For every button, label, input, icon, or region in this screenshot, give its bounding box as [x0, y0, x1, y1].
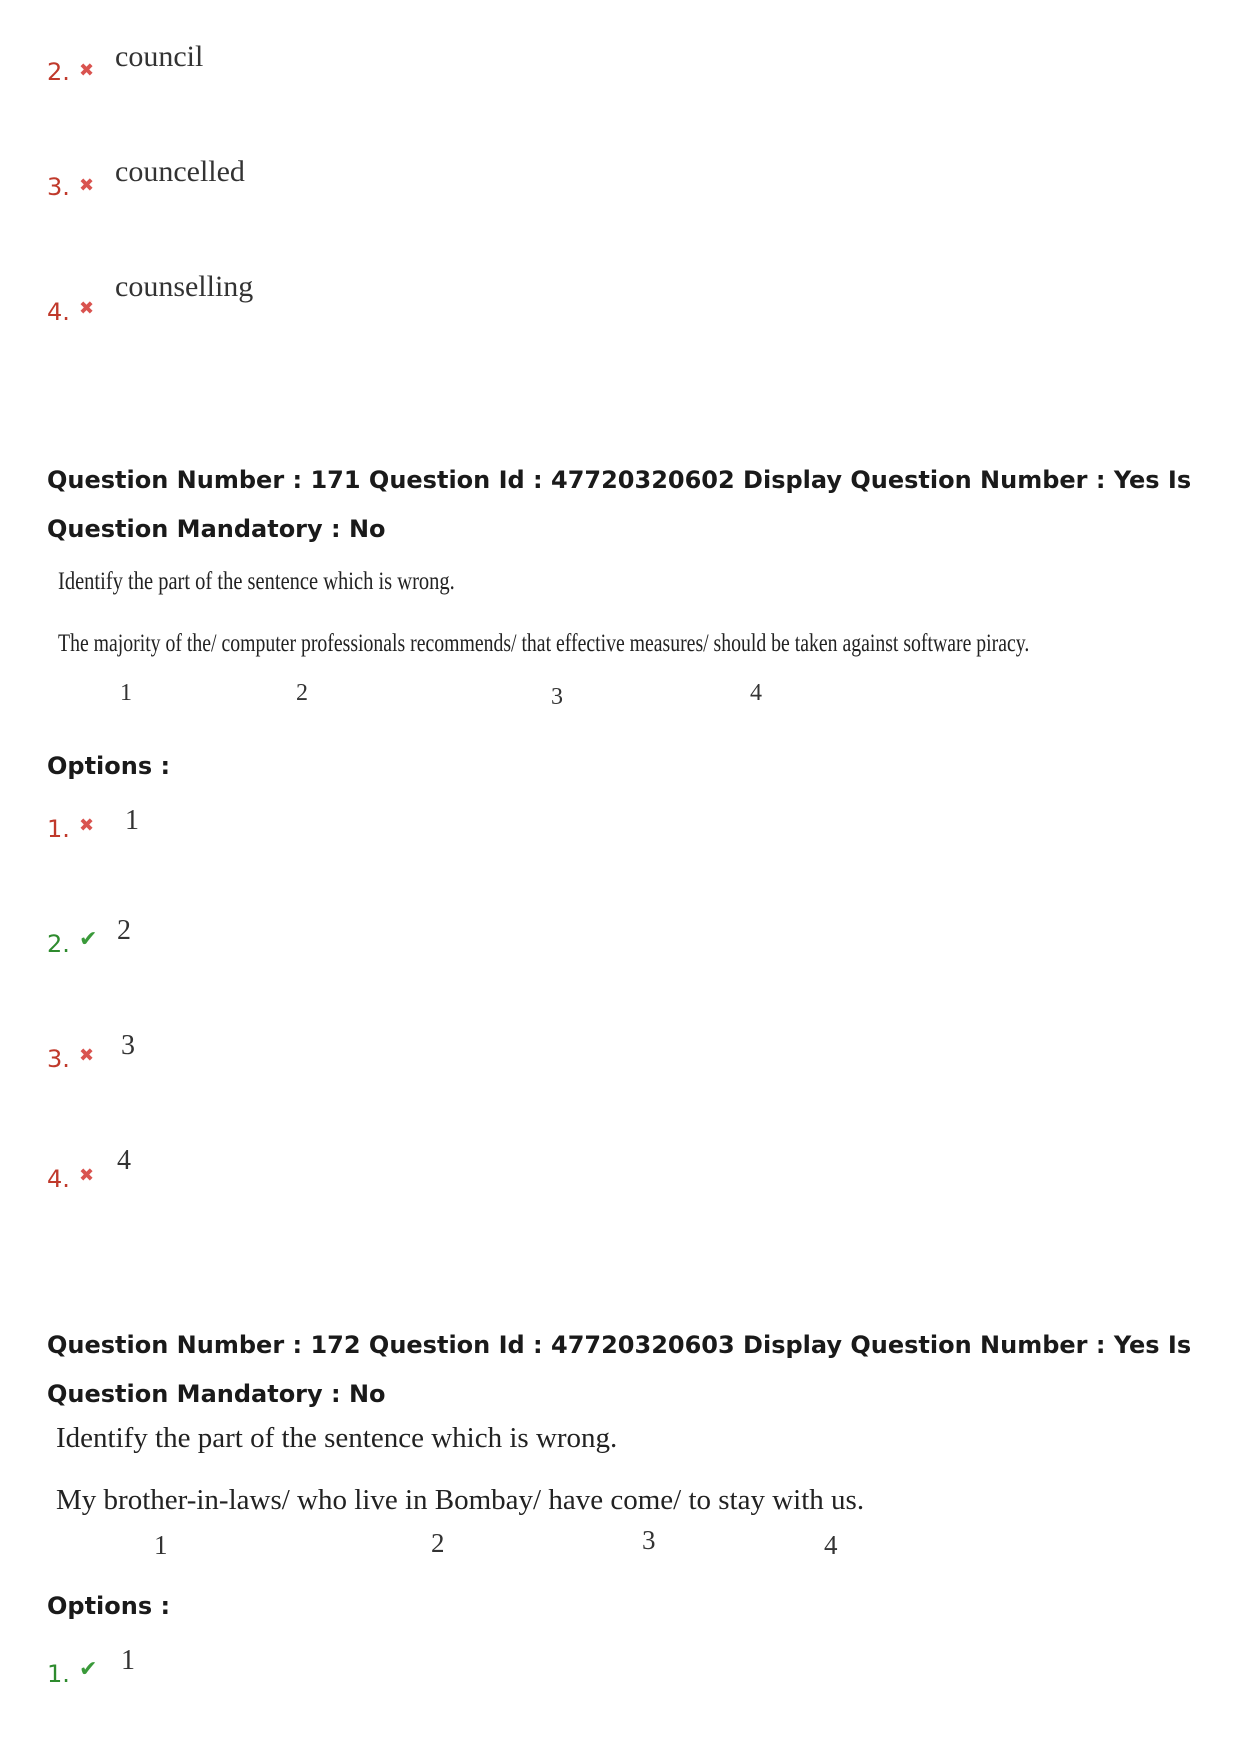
option-number: 3.: [47, 173, 70, 201]
part-number: 3: [642, 1525, 656, 1555]
prev-option-4: [47, 270, 747, 330]
option-number: 4.: [47, 298, 70, 326]
wrong-icon: ✖: [79, 60, 95, 81]
options-label: Options :: [47, 752, 171, 780]
wrong-icon: ✖: [79, 1045, 95, 1066]
option-text: councelled: [115, 155, 245, 188]
option-1: [47, 805, 747, 865]
option-1: [47, 1645, 747, 1705]
option-text: counselling: [115, 270, 254, 303]
part-number: 2: [296, 680, 308, 706]
option-text: 3: [121, 1030, 135, 1061]
question-sentence: My brother-in-laws/ who live in Bombay/ have come/ to stay with us.: [56, 1484, 865, 1516]
question-instruction: Identify the part of the sentence which is wrong.: [56, 1422, 618, 1454]
question-header: Question Number : 171 Question Id : 47720320602 Display Question Number : Yes Is Question Mandatory : No: [47, 466, 1192, 543]
question-instruction: Identify the part of the sentence which is wrong.: [58, 568, 455, 595]
option-2: [47, 915, 747, 975]
question-header: Question Number : 172 Question Id : 47720320603 Display Question Number : Yes Is Question Mandatory : No: [47, 1331, 1192, 1408]
option-number: 2.: [47, 930, 70, 958]
part-number: 4: [824, 1530, 838, 1560]
question-sentence: The majority of the/ computer professionals recommends/ that effective measures/ should be taken against software piracy.: [58, 630, 1030, 657]
option-3: [47, 1030, 747, 1090]
options-label: Options :: [47, 1592, 171, 1620]
option-text: 1: [121, 1645, 135, 1676]
option-number: 2.: [47, 58, 70, 86]
option-text: 2: [117, 915, 131, 946]
option-number: 1.: [47, 815, 70, 843]
option-number: 1.: [47, 1660, 70, 1688]
option-text: council: [115, 40, 204, 73]
option-text: 4: [117, 1145, 131, 1176]
option-number: 3.: [47, 1045, 70, 1073]
option-number: 4.: [47, 1165, 70, 1193]
check-icon: ✔: [79, 1657, 98, 1682]
check-icon: ✔: [79, 927, 98, 952]
part-number: 1: [154, 1530, 168, 1560]
part-number: 4: [750, 680, 762, 706]
part-number: 1: [120, 680, 132, 706]
wrong-icon: ✖: [79, 815, 95, 836]
wrong-icon: ✖: [79, 298, 95, 319]
part-number: 2: [431, 1528, 445, 1558]
wrong-icon: ✖: [79, 175, 95, 196]
part-number: 3: [551, 684, 563, 710]
wrong-icon: ✖: [79, 1165, 95, 1186]
prev-option-3: [47, 155, 747, 215]
prev-option-2: [47, 40, 747, 100]
option-4: [47, 1145, 747, 1205]
option-text: 1: [125, 805, 139, 836]
